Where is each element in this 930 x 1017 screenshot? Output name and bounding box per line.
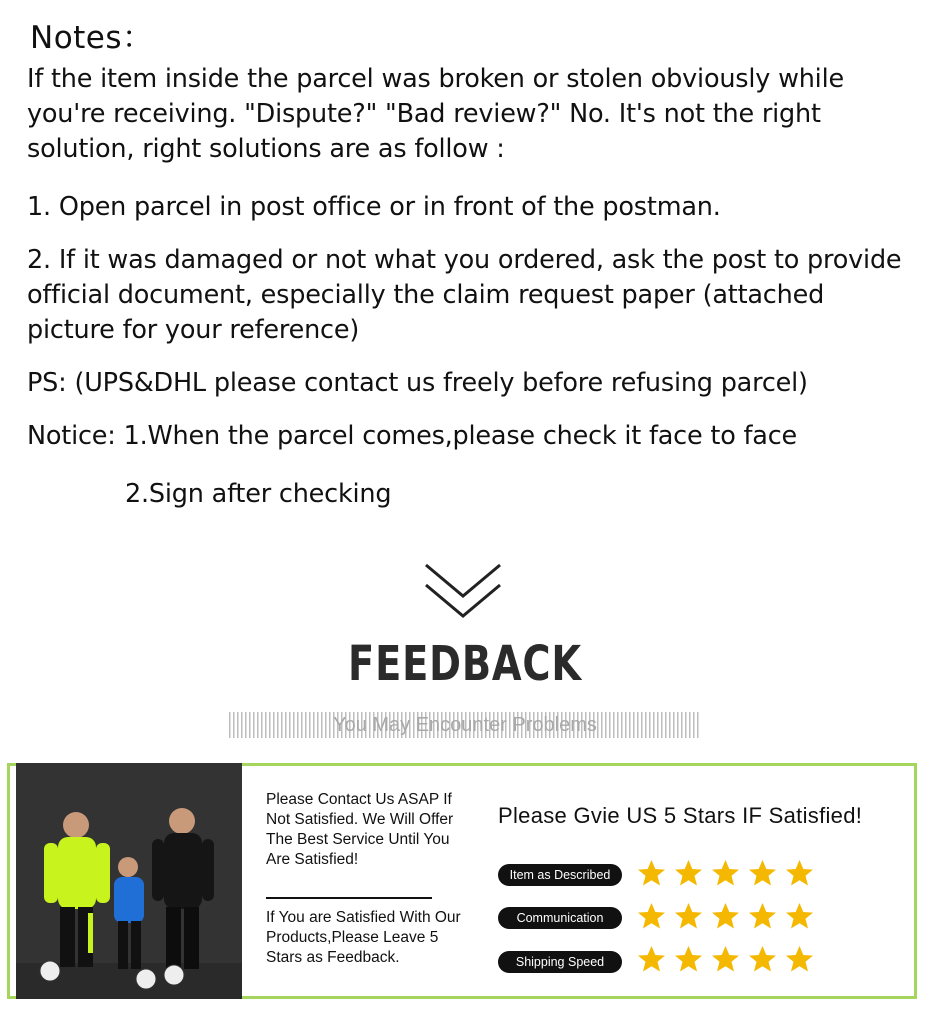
notes-paragraph-intro: If the item inside the parcel was broken or stolen obviously while you're receiving. "Dispute?" "Bad review?" No. It's not the right solution, right solutions are as follow : xyxy=(27,64,844,164)
star-icon xyxy=(711,902,740,931)
rating-label-communication: Communication xyxy=(498,907,622,929)
star-icon xyxy=(785,902,814,931)
text-divider xyxy=(266,897,432,899)
leave-stars-text: If You are Satisfied With Our Products,Please Leave 5 Stars as Feedback. xyxy=(266,909,461,966)
rating-label-shipping-speed: Shipping Speed xyxy=(498,951,622,973)
star-icon xyxy=(748,902,777,931)
product-photo xyxy=(16,763,242,999)
notes-notice-2: 2.Sign after checking xyxy=(125,479,392,509)
star-icon xyxy=(674,902,703,931)
star-icon xyxy=(674,945,703,974)
contact-us-text: Please Contact Us ASAP If Not Satisfied. We Will Offer The Best Service Until You Are Satisfied! xyxy=(266,791,454,868)
rating-stars-item-described xyxy=(637,859,822,891)
tracksuit-models-image xyxy=(16,763,242,999)
feedback-title: FEEDBACK xyxy=(348,636,582,692)
star-icon xyxy=(637,945,666,974)
star-icon xyxy=(748,945,777,974)
double-chevron-down-icon xyxy=(423,562,503,620)
rating-label-item-described: Item as Described xyxy=(498,864,622,886)
star-icon xyxy=(637,859,666,888)
notes-notice-1: Notice: 1.When the parcel comes,please check it face to face xyxy=(27,421,798,451)
rating-stars-communication xyxy=(637,902,822,934)
star-icon xyxy=(785,859,814,888)
feedback-subtitle: You May Encounter Problems xyxy=(333,714,597,736)
star-icon xyxy=(711,945,740,974)
notes-title: Notes： xyxy=(30,20,154,56)
star-icon xyxy=(748,859,777,888)
notes-ps: PS: (UPS&DHL please contact us freely before refusing parcel) xyxy=(27,368,808,398)
notes-step-2: 2. If it was damaged or not what you ordered, ask the post to provide official document, especially the claim request paper (attached picture for your reference) xyxy=(27,245,902,345)
rating-stars-shipping-speed xyxy=(637,945,822,977)
notes-step-1: 1. Open parcel in post office or in front of the postman. xyxy=(27,192,721,222)
star-icon xyxy=(785,945,814,974)
star-icon xyxy=(674,859,703,888)
five-star-title: Please Gvie US 5 Stars IF Satisfied! xyxy=(498,803,863,828)
star-icon xyxy=(637,902,666,931)
star-icon xyxy=(711,859,740,888)
